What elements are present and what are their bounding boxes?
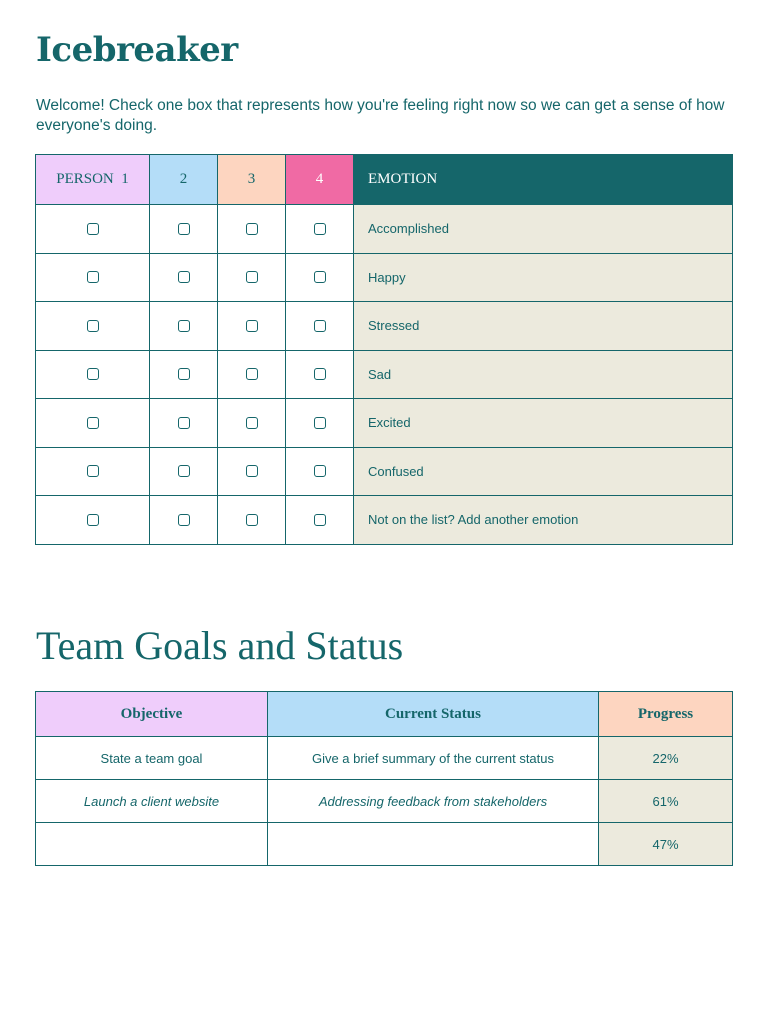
person-1-cell xyxy=(36,496,150,545)
checkbox-person-2[interactable] xyxy=(178,223,190,235)
person-1-cell xyxy=(36,302,150,351)
person-4-cell xyxy=(286,399,354,448)
checkbox-person-4[interactable] xyxy=(314,223,326,235)
person-4-cell xyxy=(286,447,354,496)
goal-row xyxy=(36,780,733,823)
person-1-cell xyxy=(36,253,150,302)
person-4-cell xyxy=(286,496,354,545)
person-2-cell xyxy=(150,253,218,302)
person-3-cell xyxy=(218,205,286,254)
status-cell[interactable]: Addressing feedback from stakeholders xyxy=(268,780,599,823)
objective-cell[interactable]: State a team goal xyxy=(36,737,268,780)
checkbox-person-1[interactable] xyxy=(87,417,99,429)
checkbox-person-1[interactable] xyxy=(87,514,99,526)
header-person-4: 4 xyxy=(286,155,354,205)
emotion-row xyxy=(36,399,733,448)
checkbox-person-4[interactable] xyxy=(314,417,326,429)
checkbox-person-2[interactable] xyxy=(178,514,190,526)
checkbox-person-2[interactable] xyxy=(178,417,190,429)
emotion-label: Accomplished xyxy=(354,205,733,254)
header-person-1: PERSON 1 xyxy=(36,155,150,205)
person-4-cell xyxy=(286,302,354,351)
checkbox-person-3[interactable] xyxy=(246,417,258,429)
icebreaker-header-row xyxy=(36,155,733,205)
icebreaker-intro: Welcome! Check one box that represents how you're feeling right now so we can get a sense of how everyone's doing. xyxy=(36,97,725,134)
emotion-label: Excited xyxy=(354,399,733,448)
person-3-cell xyxy=(218,496,286,545)
emotion-label: Confused xyxy=(354,447,733,496)
person-4-cell xyxy=(286,205,354,254)
progress-cell[interactable]: 61% xyxy=(599,780,733,823)
checkbox-person-4[interactable] xyxy=(314,514,326,526)
header-current-status: Current Status xyxy=(268,692,599,737)
person-1-cell xyxy=(36,447,150,496)
goals-table xyxy=(35,691,733,866)
header-person-2: 2 xyxy=(150,155,218,205)
checkbox-person-1[interactable] xyxy=(87,465,99,477)
emotion-row xyxy=(36,205,733,254)
person-3-cell xyxy=(218,253,286,302)
icebreaker-title: Icebreaker xyxy=(36,30,238,70)
person-2-cell xyxy=(150,496,218,545)
checkbox-person-3[interactable] xyxy=(246,223,258,235)
emotion-label: Happy xyxy=(354,253,733,302)
emotion-label: Stressed xyxy=(354,302,733,351)
checkbox-person-3[interactable] xyxy=(246,465,258,477)
objective-cell[interactable]: Launch a client website xyxy=(36,780,268,823)
goals-title: Team Goals and Status xyxy=(36,623,404,668)
person-1-cell xyxy=(36,350,150,399)
checkbox-person-4[interactable] xyxy=(314,320,326,332)
status-cell[interactable] xyxy=(268,823,599,866)
checkbox-person-3[interactable] xyxy=(246,514,258,526)
emotion-label: Sad xyxy=(354,350,733,399)
person-1-cell xyxy=(36,399,150,448)
checkbox-person-1[interactable] xyxy=(87,223,99,235)
checkbox-person-1[interactable] xyxy=(87,368,99,380)
person-3-cell xyxy=(218,350,286,399)
person-2-cell xyxy=(150,447,218,496)
checkbox-person-3[interactable] xyxy=(246,271,258,283)
goal-row xyxy=(36,823,733,866)
checkbox-person-4[interactable] xyxy=(314,368,326,380)
emotion-row xyxy=(36,496,733,545)
person-3-cell xyxy=(218,447,286,496)
emotion-row xyxy=(36,447,733,496)
person-2-cell xyxy=(150,205,218,254)
person-4-cell xyxy=(286,350,354,399)
checkbox-person-3[interactable] xyxy=(246,368,258,380)
checkbox-person-2[interactable] xyxy=(178,368,190,380)
checkbox-person-2[interactable] xyxy=(178,465,190,477)
header-progress: Progress xyxy=(599,692,733,737)
emotion-row xyxy=(36,253,733,302)
person-2-cell xyxy=(150,302,218,351)
checkbox-person-1[interactable] xyxy=(87,320,99,332)
person-3-cell xyxy=(218,302,286,351)
header-person-3: 3 xyxy=(218,155,286,205)
status-cell[interactable]: Give a brief summary of the current status xyxy=(268,737,599,780)
goal-row xyxy=(36,737,733,780)
person-2-cell xyxy=(150,399,218,448)
person-3-cell xyxy=(218,399,286,448)
header-objective: Objective xyxy=(36,692,268,737)
emotion-label: Not on the list? Add another emotion xyxy=(354,496,733,545)
header-emotion: EMOTION xyxy=(354,155,733,205)
person-4-cell xyxy=(286,253,354,302)
checkbox-person-4[interactable] xyxy=(314,271,326,283)
person-2-cell xyxy=(150,350,218,399)
objective-cell[interactable] xyxy=(36,823,268,866)
goals-header-row xyxy=(36,692,733,737)
checkbox-person-2[interactable] xyxy=(178,271,190,283)
icebreaker-table xyxy=(35,154,733,545)
progress-cell[interactable]: 22% xyxy=(599,737,733,780)
checkbox-person-4[interactable] xyxy=(314,465,326,477)
emotion-row xyxy=(36,302,733,351)
progress-cell[interactable]: 47% xyxy=(599,823,733,866)
checkbox-person-2[interactable] xyxy=(178,320,190,332)
checkbox-person-1[interactable] xyxy=(87,271,99,283)
emotion-row xyxy=(36,350,733,399)
checkbox-person-3[interactable] xyxy=(246,320,258,332)
person-1-cell xyxy=(36,205,150,254)
